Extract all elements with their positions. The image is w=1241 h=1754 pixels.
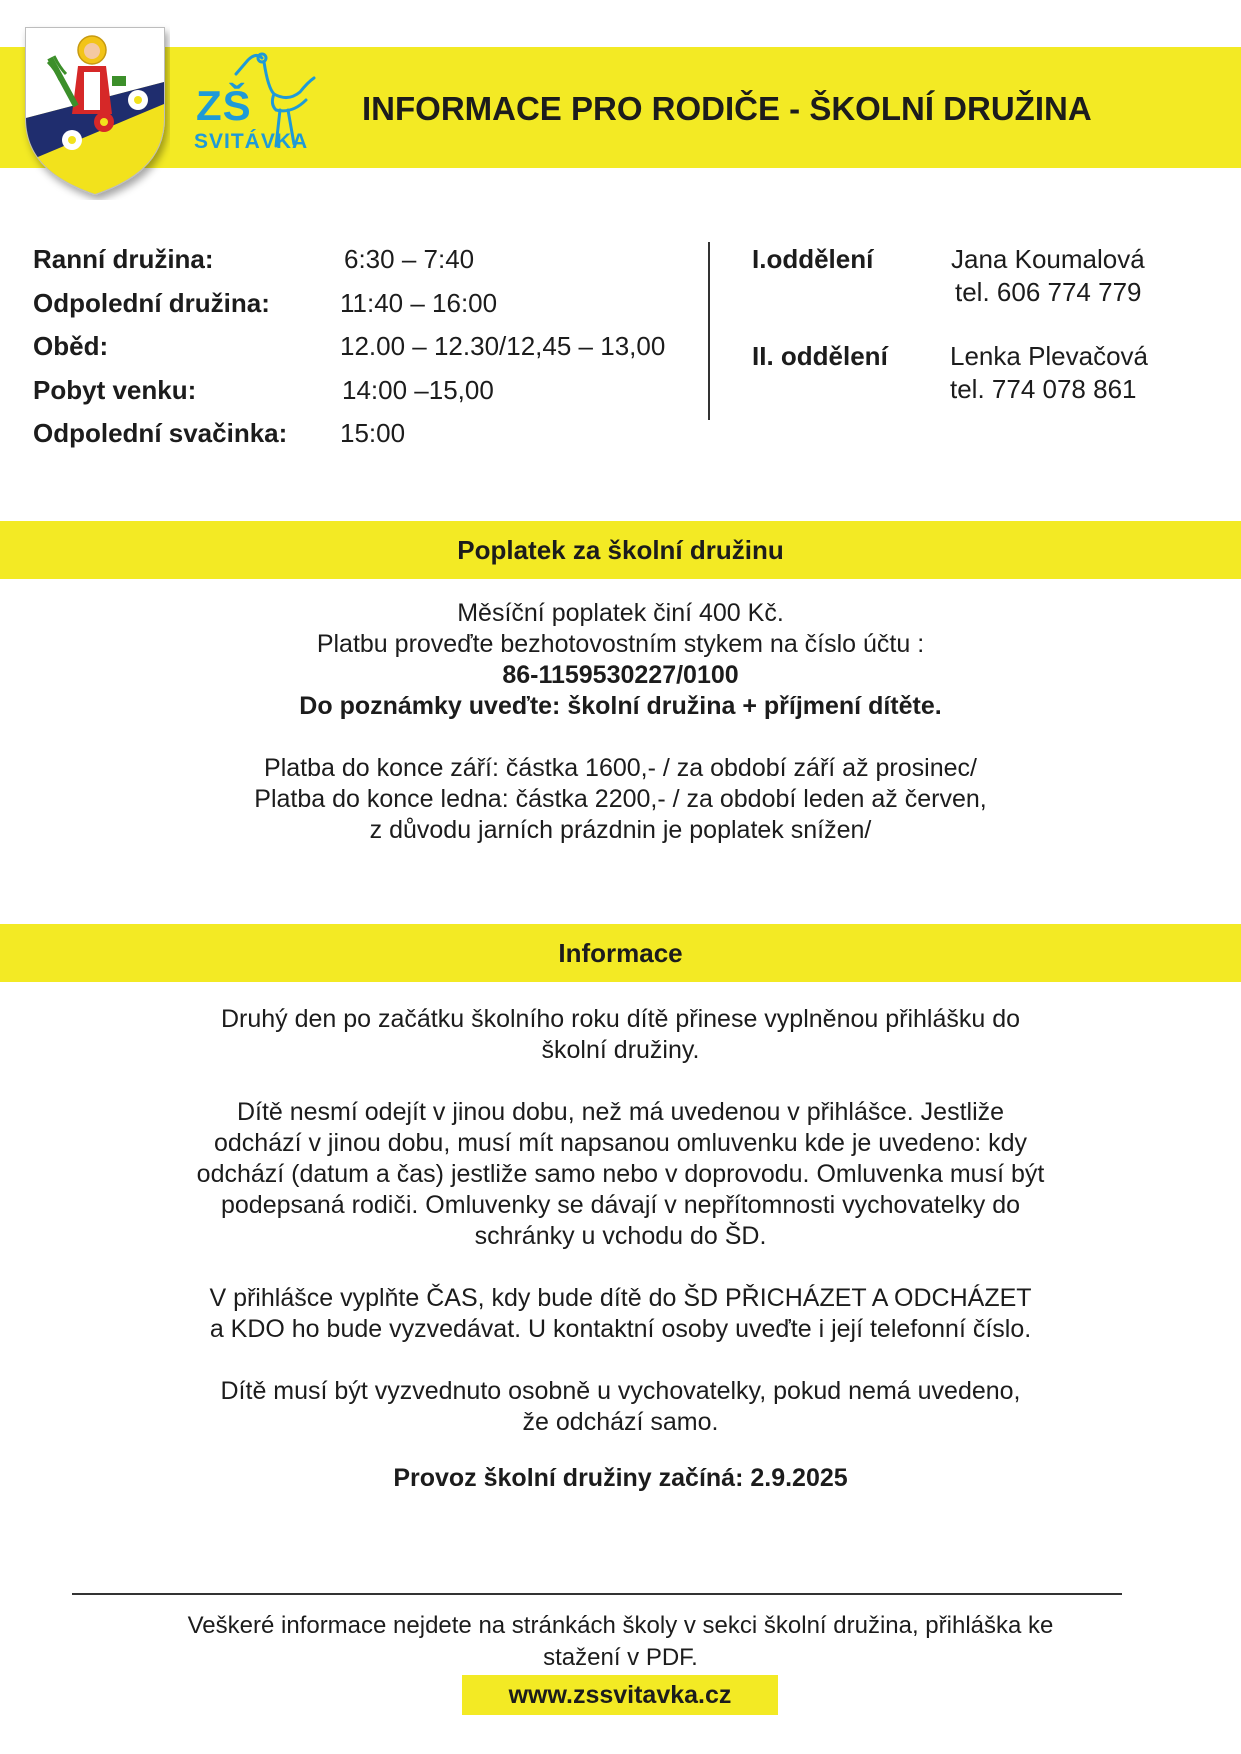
fee-payment-3: z důvodu jarních prázdnin je poplatek snížen/ xyxy=(369,816,872,844)
schedule-label-lunch: Oběd: xyxy=(33,331,109,361)
info-p1-line: školní družiny. xyxy=(541,1036,700,1064)
info-p3-line: V přihlášce vyplňte ČAS, kdy bude dítě do ŠD PŘICHÁZET A ODCHÁZET xyxy=(209,1284,1032,1312)
footer-note xyxy=(70,1610,1171,1674)
schedule-value-outdoor: 14:00 –15,00 xyxy=(342,375,494,405)
fee-note: Do poznámky uveďte: školní družina + příjmení dítěte. xyxy=(299,692,942,720)
info-p2-line: odchází (datum a čas) jestliže samo nebo v doprovodu. Omluvenka musí být xyxy=(196,1160,1045,1188)
logo-text-zs: ZŠ xyxy=(196,82,252,129)
info-p3-line: a KDO ho bude vyzvedávat. U kontaktní osoby uveďte i její telefonní číslo. xyxy=(209,1315,1032,1343)
schedule-label-afternoon: Odpolední družina: xyxy=(33,288,270,318)
fee-account-number: 86-1159530227/0100 xyxy=(502,661,739,689)
department-1-phone: tel. 606 774 779 xyxy=(955,277,1142,307)
website-badge[interactable] xyxy=(462,1675,778,1715)
column-divider xyxy=(708,242,710,420)
info-p2-line: schránky u vchodu do ŠD. xyxy=(474,1222,767,1250)
website-link[interactable]: www.zssvitavka.cz xyxy=(508,1680,732,1709)
info-section-title: Informace xyxy=(558,937,683,968)
info-p2-line: odchází v jinou dobu, musí mít napsanou omluvenku kde je uvedeno: kdy xyxy=(213,1129,1027,1157)
fee-payment-2: Platba do konce ledna: částka 2200,- / za období leden až červen, xyxy=(254,785,987,813)
footer-line-2: stažení v PDF. xyxy=(543,1644,698,1671)
schedule-value-morning: 6:30 – 7:40 xyxy=(344,244,475,274)
fee-details xyxy=(60,598,1181,846)
fee-monthly: Měsíční poplatek činí 400 Kč. xyxy=(457,599,784,627)
info-details xyxy=(60,1004,1181,1494)
info-p4-line: že odchází samo. xyxy=(522,1408,719,1436)
department-2-phone: tel. 774 078 861 xyxy=(950,374,1137,404)
info-start-date: Provoz školní družiny začíná: 2.9.2025 xyxy=(393,1464,848,1492)
schedule-value-snack: 15:00 xyxy=(340,418,406,448)
footer-divider xyxy=(72,1593,1122,1595)
info-p4-line: Dítě musí být vyzvednuto osobně u vychovatelky, pokud nemá uvedeno, xyxy=(220,1377,1021,1405)
schedule-label-outdoor: Pobyt venku: xyxy=(33,375,197,405)
schedule-value-lunch: 12.00 – 12.30/12,45 – 13,00 xyxy=(340,331,666,361)
info-p2-line: podepsaná rodiči. Omluvenky se dávají v nepřítomnosti vychovatelky do xyxy=(220,1191,1021,1219)
info-section-header xyxy=(0,924,1241,982)
department-2-name: Lenka Plevačová xyxy=(950,341,1149,371)
fee-payment-1: Platba do konce září: částka 1600,- / za období září až prosinec/ xyxy=(264,754,977,782)
logo-text-svitavka: SVITÁVKA xyxy=(194,130,309,153)
fee-section-header xyxy=(0,521,1241,579)
department-1-label: I.oddělení xyxy=(752,244,874,274)
footer-line-1: Veškeré informace nejdete na stránkách školy v sekci školní družina, přihláška ke xyxy=(187,1612,1054,1639)
department-2-label: II. oddělení xyxy=(752,341,888,371)
schedule-value-afternoon: 11:40 – 16:00 xyxy=(340,288,498,318)
schedule-label-snack: Odpolední svačinka: xyxy=(33,418,288,448)
department-1-name: Jana Koumalová xyxy=(951,244,1145,274)
info-p2-line: Dítě nesmí odejít v jinou dobu, než má uvedenou v přihlášce. Jestliže xyxy=(236,1098,1005,1126)
fee-section-title: Poplatek za školní družinu xyxy=(457,534,784,565)
page-title: INFORMACE PRO RODIČE - ŠKOLNÍ DRUŽINA xyxy=(362,90,1092,127)
municipal-crest-icon xyxy=(20,22,170,200)
schedule-label-morning: Ranní družina: xyxy=(33,244,214,274)
info-p1-line: Druhý den po začátku školního roku dítě přinese vyplněnou přihlášku do xyxy=(220,1005,1021,1033)
fee-payment-instruction: Platbu proveďte bezhotovostním stykem na číslo účtu : xyxy=(316,630,925,658)
